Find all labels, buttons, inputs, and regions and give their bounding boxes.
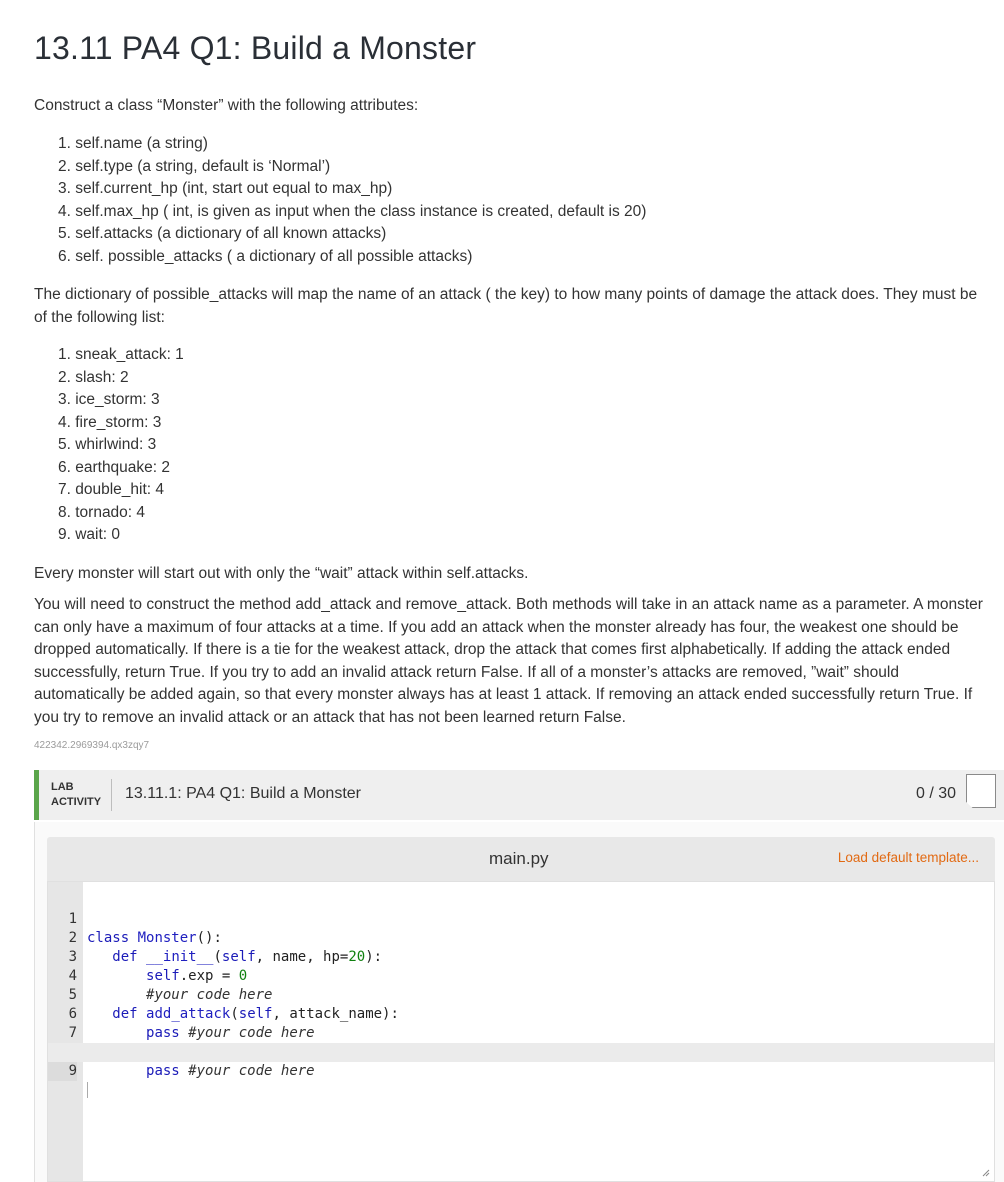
possible-attacks-intro: [34, 284, 977, 329]
list-item: 4. fire_storm: 3: [58, 413, 162, 431]
code-text: class Monster():: [87, 930, 222, 946]
line-number: 6: [68, 1006, 77, 1022]
lab-score: 0 / 30: [915, 785, 956, 802]
list-item: 1. self.name (a string): [58, 135, 208, 152]
list-item: 6. earthquake: 2: [58, 458, 171, 476]
list-item: 7. double_hit: 4: [58, 481, 165, 498]
code-text: self.exp = 0: [146, 968, 248, 984]
list-item: 1. sneak_attack: 1: [58, 346, 184, 363]
code-text: def add_attack(self, attack_name):: [112, 1006, 399, 1022]
code-text: def __init__(self, name, hp=20):: [112, 949, 383, 965]
divider: [111, 779, 112, 811]
line-number: 9: [48, 1062, 77, 1081]
line-number: 4: [68, 968, 77, 984]
list-item: 2. self.type (a string, default is ‘Normal’): [58, 157, 331, 175]
list-item: 4. self.max_hp ( int, is given as input when the class instance is created, default is 20): [58, 202, 647, 220]
list-item: 2. slash: 2: [58, 368, 129, 386]
line-number: 2: [68, 930, 77, 946]
attack-list: [58, 344, 184, 547]
text-line: of the following list:: [34, 308, 165, 326]
text-line: automatically be added again, so that every monster always has at least 1 attack. If removing an attack ended successfully return True. If: [34, 686, 973, 703]
text-line: you try to remove an invalid attack or an attack that has not been learned return False.: [34, 708, 626, 726]
reference-id: 422342.2969394.qx3zqy7: [34, 740, 150, 751]
completion-checkbox: [966, 774, 996, 808]
attributes-list: [58, 133, 646, 268]
lab-activity-tag: [51, 780, 101, 810]
text-line: can only have a maximum of four attacks at a time. If you add an attack when the monster already has four, the weakest one should be: [34, 618, 959, 636]
list-item: 5. whirlwind: 3: [58, 436, 157, 453]
line-number: 3: [68, 949, 77, 965]
instructions-text: [34, 594, 983, 729]
text-line: The dictionary of possible_attacks will map the name of an attack ( the key) to how many points of damage the attack does. They must be: [34, 286, 978, 303]
lab-tag-line: LAB: [51, 781, 74, 793]
code-line[interactable]: [48, 1024, 994, 1079]
lab-title: 13.11.1: PA4 Q1: Build a Monster: [125, 785, 361, 802]
list-item: 5. self.attacks (a dictionary of all known attacks): [58, 225, 387, 242]
list-item: 3. ice_storm: 3: [58, 391, 160, 408]
resize-handle-icon[interactable]: [982, 1169, 990, 1177]
load-default-template-link[interactable]: Load default template...: [837, 850, 979, 865]
intro-text: Construct a class “Monster” with the following attributes:: [34, 97, 419, 114]
lab-tag-line: ACTIVITY: [51, 796, 102, 808]
text-line: You will need to construct the method add_attack and remove_attack. Both methods will take in an attack name as a parameter. A monster: [34, 596, 983, 613]
wait-note: Every monster will start out with only the “wait” attack within self.attacks.: [34, 565, 529, 582]
code-editor[interactable]: [47, 881, 995, 1182]
text-cursor: [87, 1081, 88, 1100]
lab-activity-header: [34, 770, 1004, 820]
line-number: 1: [68, 911, 77, 927]
code-text: pass #your code here: [146, 1063, 315, 1079]
code-editor-panel: [34, 822, 1004, 1182]
list-item: 9. wait: 0: [58, 526, 121, 543]
code-text: pass #your code here: [146, 1025, 315, 1041]
list-item: 6. self. possible_attacks ( a dictionary of all possible attacks): [58, 247, 473, 265]
line-number: 5: [68, 987, 77, 1003]
editor-toolbar: [47, 837, 995, 881]
list-item: 3. self.current_hp (int, start out equal to max_hp): [58, 180, 393, 197]
list-item: 8. tornado: 4: [58, 503, 146, 521]
code-line[interactable]: [48, 891, 994, 946]
text-line: dropped automatically. If there is a tie for the weakest attack, drop the attack that comes first alphabetically. If adding the attack ended: [34, 641, 951, 658]
line-number: 7: [68, 1025, 77, 1041]
text-line: successfully, return True. If you try to add an invalid attack return False. If all of a monster’s attacks are removed, ”wait” should: [34, 663, 899, 681]
file-name: main.py: [489, 849, 549, 868]
code-text: #your code here: [146, 987, 273, 1003]
page-title: 13.11 PA4 Q1: Build a Monster: [34, 30, 477, 66]
